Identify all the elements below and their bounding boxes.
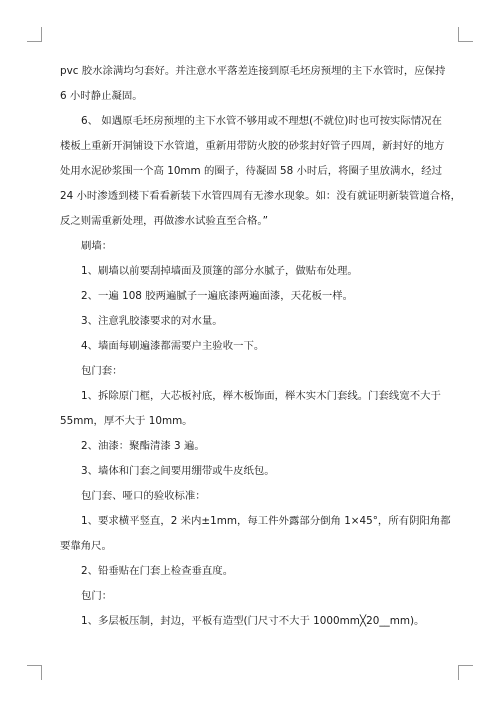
- list-item: 1、多层板压制，封边，平板有造型(门尺寸不大于 1000mm╳20__mm)。: [81, 615, 425, 627]
- paragraph-line: 6 小时静止凝固。: [60, 90, 143, 102]
- list-item: 3、注意乳胶漆要求的对水量。: [81, 315, 223, 327]
- crop-mark-top-right: [458, 27, 473, 42]
- crop-mark-top-left: [27, 27, 42, 42]
- crop-mark-bottom-left: [27, 665, 42, 680]
- list-item: 3、墙体和门套之间要用绷带或牛皮纸包。: [81, 465, 275, 477]
- list-item: 2、铅垂贴在门套上检查垂直度。: [81, 565, 234, 577]
- paragraph-line: 55mm，厚不大于 10mm。: [60, 415, 193, 427]
- paragraph-line: 反之则需重新处理，再做渗水试验直至合格。”: [60, 215, 268, 227]
- crop-mark-bottom-right: [458, 665, 473, 680]
- paragraph-line: pvc 胶水涂满均匀套好。并注意水平落差连接到原毛坯房预埋的主下水管时，应保持: [60, 65, 446, 77]
- section-heading: 包门套、哑口的验收标准：: [81, 490, 206, 502]
- list-item: 2、一遍 108 胶两遍腻子一遍底漆两遍面漆，天花板一样。: [81, 290, 354, 302]
- list-item: 1、要求横平竖直，2 米内±1mm，每工件外露部分倒角 1×45°，所有阴阳角都: [81, 515, 451, 527]
- paragraph-line: 要靠角尺。: [60, 540, 112, 552]
- paragraph-line: 楼板上重新开洞铺设下水管道，重新用带防火胶的砂浆封好管子四周，新封好的地方: [60, 140, 445, 152]
- section-heading: 包门：: [81, 590, 113, 602]
- paragraph-line: 处用水泥砂浆围一个高 10mm 的圈子，待凝固 58 小时后，将圈子里放满水，经过: [60, 165, 443, 177]
- list-item: 4、墙面每刷遍漆都需要户主验收一下。: [81, 340, 265, 352]
- document-body: [60, 64, 461, 629]
- paragraph-line: 24 小时渗透到楼下看看新装下水管四周有无渗水现象。如：没有就证明新装管道合格，: [60, 190, 461, 202]
- list-item: 2、油漆：聚酯清漆 3 遍。: [81, 440, 205, 452]
- list-item: 1、拆除原门框，大芯板衬底，榉木板饰面，榉木实木门套线。门套线宽不大于: [81, 390, 441, 402]
- list-item: 1、刷墙以前要刮掉墙面及顶篷的部分水腻子，做贴布处理。: [81, 265, 358, 277]
- section-heading: 包门套：: [81, 365, 123, 377]
- paragraph-line: 6、 如遇原毛坯房预埋的主下水管不够用或不理想(不就位)时也可按实际情况在: [81, 115, 442, 127]
- section-heading: 刷墙：: [81, 240, 113, 252]
